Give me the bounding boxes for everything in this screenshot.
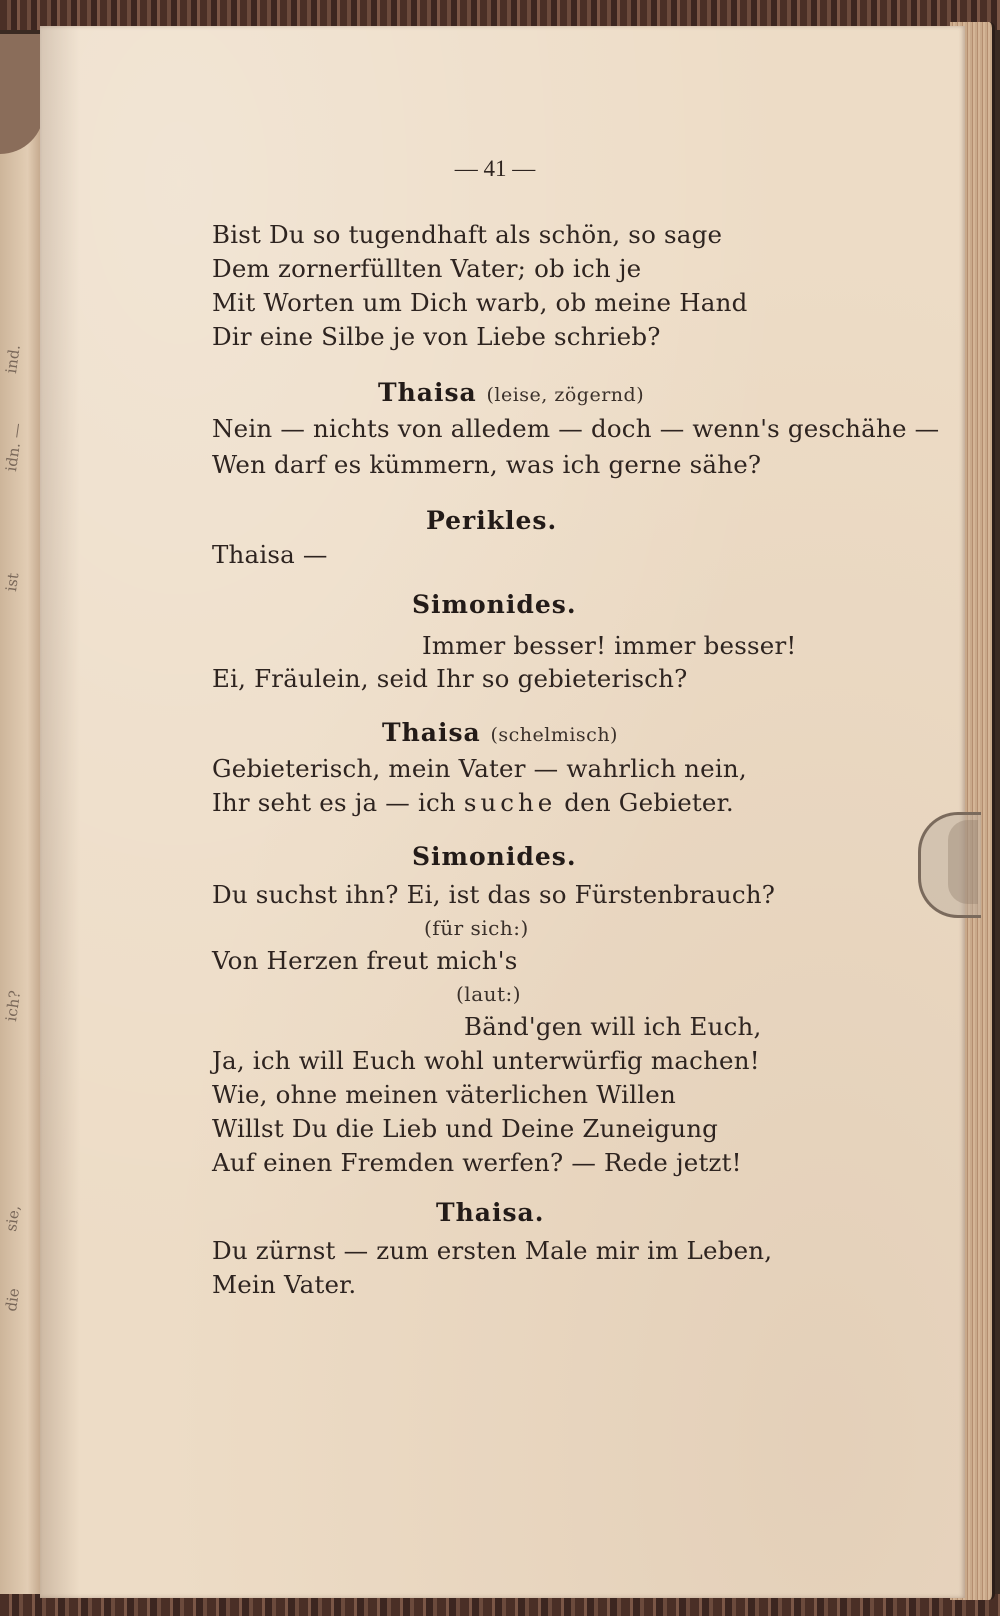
speaker-name: Thaisa [378, 378, 477, 407]
speaker-heading: Simonides. [412, 590, 577, 619]
verse-line: Ja, ich will Euch wohl unterwürfig machen! [212, 1046, 760, 1075]
facing-page-fragment: ich? [2, 989, 25, 1023]
stage-direction: (laut:) [456, 982, 522, 1006]
speaker-heading: Perikles. [426, 506, 558, 535]
speaker-heading [382, 718, 618, 750]
facing-page-fragment: ist [2, 571, 23, 593]
speaker-heading [378, 378, 644, 410]
facing-page-fragment: die [2, 1286, 24, 1313]
verse-line: Bist Du so tugendhaft als schön, so sage [212, 220, 723, 249]
facing-page-fragment: sie, [2, 1204, 24, 1233]
verse-line: Ei, Fräulein, seid Ihr so gebieterisch? [212, 664, 688, 693]
speaker-heading: Thaisa. [436, 1198, 545, 1227]
verse-line: Willst Du die Lieb und Deine Zuneigung [212, 1114, 719, 1143]
verse-line: Bänd'gen will ich Euch, [464, 1012, 762, 1041]
verse-line: Gebieterisch, mein Vater — wahrlich nein, [212, 754, 747, 783]
verse-line: Wen darf es kümmern, was ich gerne sähe? [212, 450, 762, 479]
verse-line: Von Herzen freut mich's [212, 946, 518, 975]
facing-page-fragment: idn. — [2, 421, 27, 473]
verse-line: Wie, ohne meinen väterlichen Willen [212, 1080, 676, 1109]
page-number: — 41 — [454, 156, 536, 181]
verse-line: Dem zornerfüllten Vater; ob ich je [212, 254, 642, 283]
bookmark-tab-inner [948, 820, 978, 904]
verse-line: Mein Vater. [212, 1270, 357, 1299]
verse-line: Thaisa — [212, 540, 328, 569]
verse-line [212, 788, 734, 818]
verse-line: Mit Worten um Dich warb, ob meine Hand [212, 288, 748, 317]
verse-line: Immer besser! immer besser! [422, 631, 797, 660]
verse-line: Du suchst ihn? Ei, ist das so Fürstenbrauch? [212, 880, 776, 909]
emphasized-word: suche [463, 788, 557, 817]
verse-line: Du zürnst — zum ersten Male mir im Leben, [212, 1236, 773, 1265]
verse-segment: Ihr seht es ja — ich [212, 788, 464, 817]
verse-line: Nein — nichts von alledem — doch — wenn's geschähe — [212, 414, 940, 443]
speaker-name: Thaisa [382, 718, 481, 747]
speaker-heading: Simonides. [412, 842, 577, 871]
stage-direction: (schelmisch) [490, 724, 618, 746]
facing-page-fragment: ind. [2, 343, 24, 375]
stage-direction: (für sich:) [424, 916, 529, 940]
stage-direction: (leise, zögernd) [486, 384, 645, 406]
verse-line: Dir eine Silbe je von Liebe schrieb? [212, 322, 661, 351]
verse-line: Auf einen Fremden werfen? — Rede jetzt! [212, 1148, 742, 1177]
verse-segment: den Gebieter. [556, 788, 734, 817]
